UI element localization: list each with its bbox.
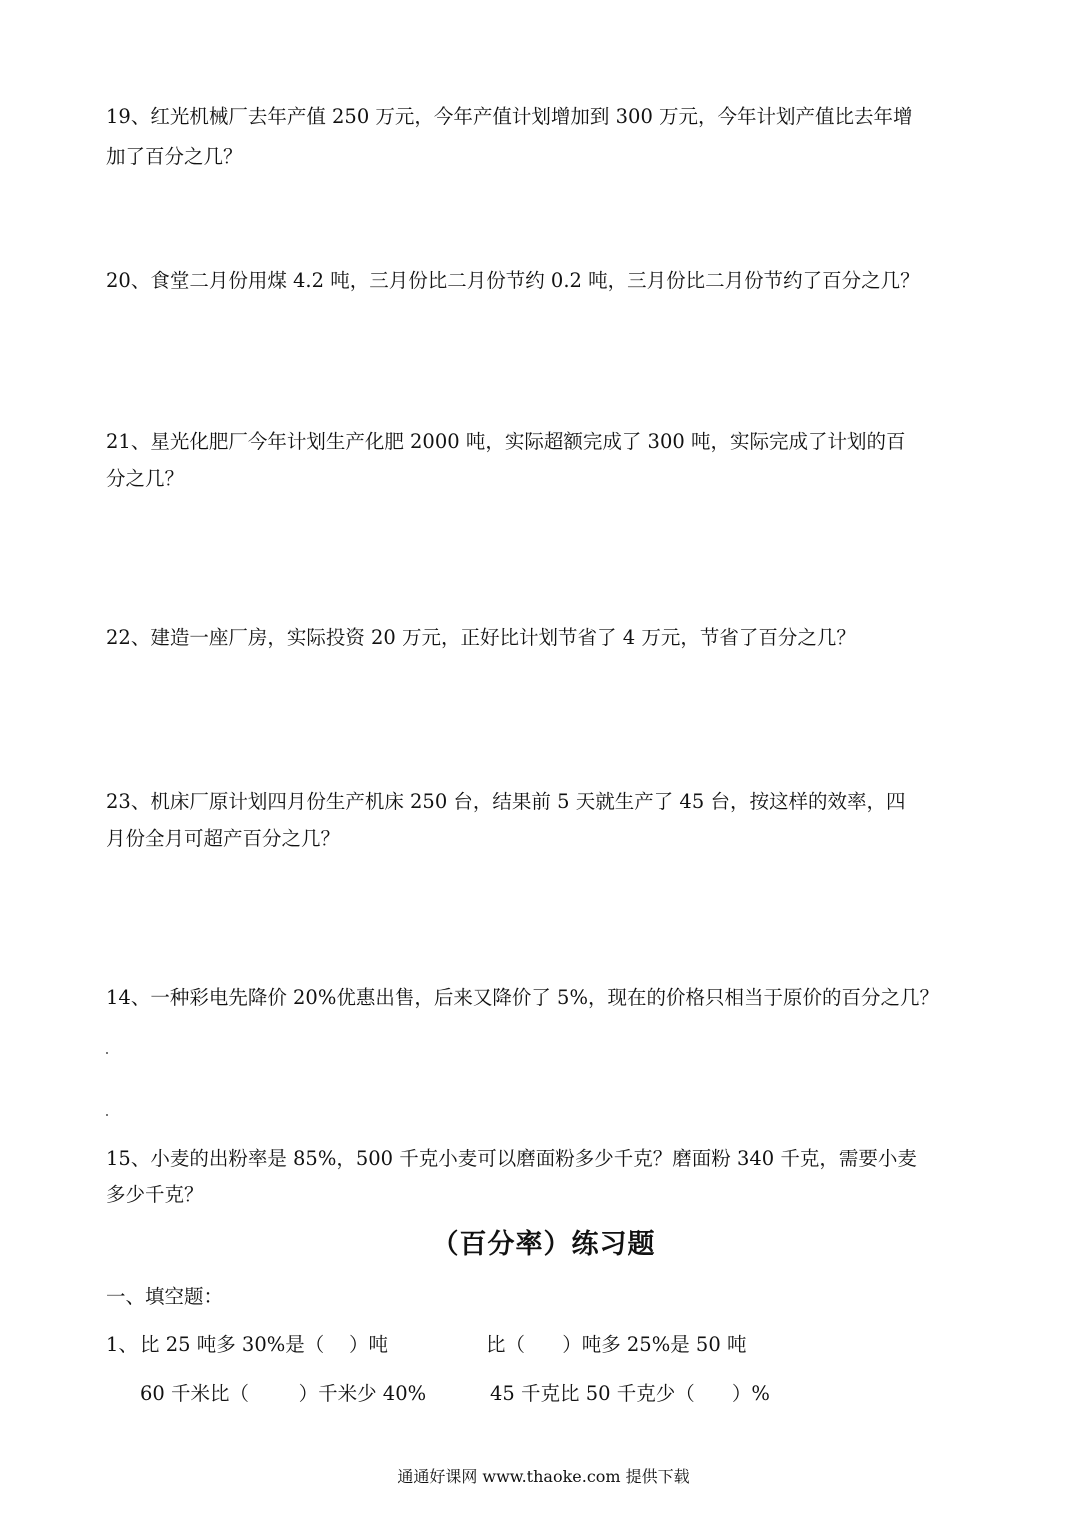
question-19-line-1: 19、红光机械厂去年产值 250 万元，今年产值计划增加到 300 万元，今年计划产值比去年增 (106, 105, 913, 128)
question-19-line-2: 加了百分之几？ (106, 145, 243, 168)
fill-blank-1a: 比 25 吨多 30%是（ ）吨 (140, 1333, 389, 1356)
question-15-line-1: 15、小麦的出粉率是 85%，500 千克小麦可以磨面粉多少千克？磨面粉 340 千克，需要小麦 (106, 1147, 917, 1170)
question-15-line-2: 多少千克？ (106, 1183, 204, 1206)
fill-blank-2b: 45 千克比 50 千克少（ ）% (490, 1382, 770, 1405)
subsection-heading: 一、填空题： (106, 1285, 224, 1308)
question-21-line-2: 分之几？ (106, 467, 185, 490)
question-14-line-1: 14、一种彩电先降价 20%优惠出售，后来又降价了 5%，现在的价格只相当于原价的百分之几？ (106, 986, 939, 1009)
question-23-line-2: 月份全月可超产百分之几？ (106, 827, 341, 850)
question-21-line-1: 21、星光化肥厂今年计划生产化肥 2000 吨，实际超额完成了 300 吨，实际完成了计划的百 (106, 430, 906, 453)
question-20-line-1: 20、食堂二月份用煤 4.2 吨，三月份比二月份节约 0.2 吨，三月份比二月份节约了百分之几？ (106, 269, 920, 292)
section-title: （百分率）练习题 (431, 1229, 656, 1260)
scan-speck (106, 1114, 108, 1116)
page-footer: 通通好课网 www.thaoke.com 提供下载 (397, 1467, 690, 1486)
question-22-line-1: 22、建造一座厂房，实际投资 20 万元，正好比计划节省了 4 万元，节省了百分之几？ (106, 626, 856, 649)
fill-blank-number: 1、 (106, 1333, 138, 1356)
question-23-line-1: 23、机床厂原计划四月份生产机床 250 台，结果前 5 天就生产了 45 台，按这样的效率，四 (106, 790, 906, 813)
fill-blank-2a: 60 千米比（ ）千米少 40% (140, 1382, 427, 1405)
scan-speck (106, 1052, 108, 1054)
fill-blank-1b: 比（ ）吨多 25%是 50 吨 (486, 1333, 747, 1356)
